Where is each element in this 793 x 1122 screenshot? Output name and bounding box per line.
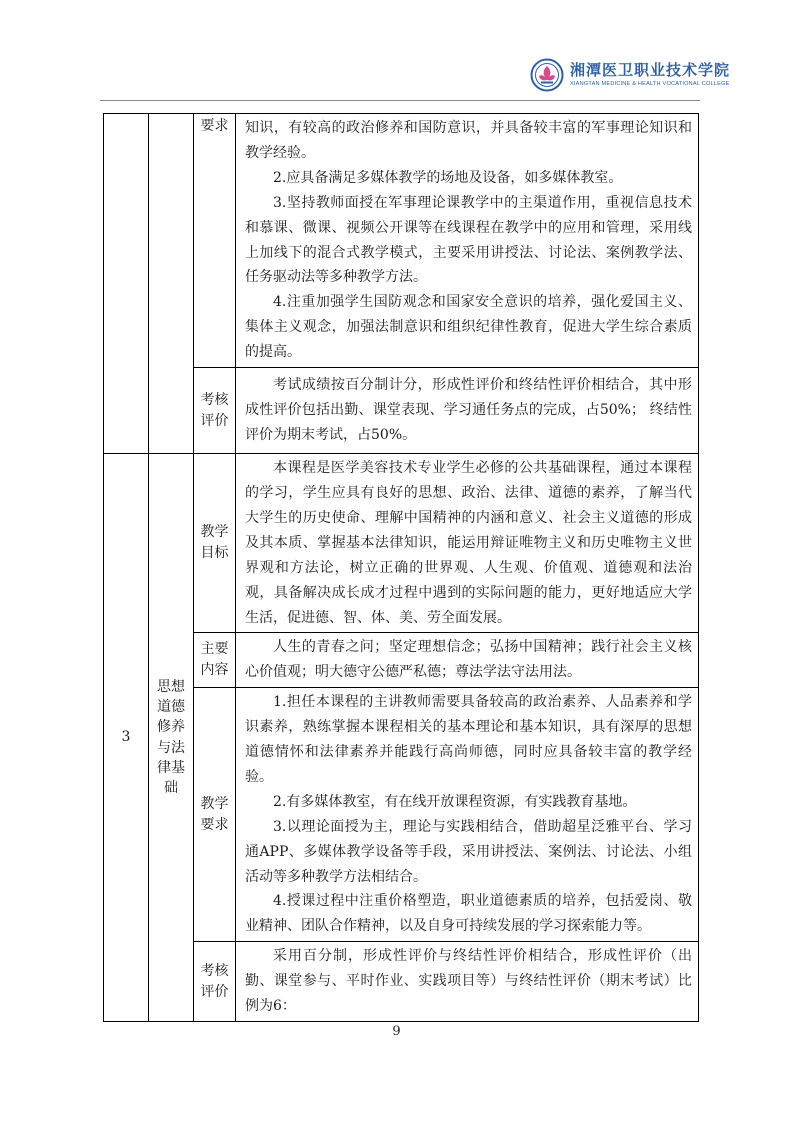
college-emblem-icon <box>530 58 564 92</box>
assessment-paragraph: 考试成绩按百分制计分，形成性评价和终结性评价相结合，其中形成性评价包括出勤、课堂表现、学习通任务点的完成，占50%； 终结性评价为期末考试，占50%。 <box>245 377 692 444</box>
course-name: 思想道德修养与法律基础 <box>149 454 194 1022</box>
requirements-label: 要求 <box>194 114 236 368</box>
teaching-requirements-paragraph: 1.担任本课程的主讲教师需要具备较高的政治素养、人品素养和学识素养，熟练掌握本课程相关的基本理论和基本知识，具有深厚的思想道德情怀和法律素养并能践行高尚师德，同时应具备较丰富的教学经验。 <box>245 694 692 785</box>
number-cell-empty <box>104 114 149 454</box>
logo-chinese-name: 湘潭医卫职业技术学院 <box>570 60 731 79</box>
assessment-text <box>236 368 699 454</box>
table-row <box>104 942 699 1022</box>
logo-english-name: XIANGTAN MEDICINE & HEALTH VOCATIONAL COLLEGE <box>570 80 730 87</box>
table-row <box>104 368 699 454</box>
requirements-paragraph: 3.坚持教师面授在军事理论课教学中的主渠道作用，重视信息技术和慕课、微课、视频公开课等在线课程在教学中的应用和管理，采用线上加线下的混合式教学模式，主要采用讲授法、讨论法、案例教学法、任务驱动法等多种教学方法。 <box>245 194 692 286</box>
table-row <box>104 454 699 633</box>
goal-label: 教学目标 <box>194 454 236 633</box>
assessment-label: 考核评价 <box>194 368 236 454</box>
header-rule <box>100 100 700 101</box>
college-logo <box>530 56 730 94</box>
course-cell-empty <box>149 114 194 454</box>
requirements-paragraph: 知识，有较高的政治修养和国防意识，并具备较丰富的军事理论知识和教学经验。 <box>245 120 692 161</box>
table-row <box>104 688 699 942</box>
assessment-paragraph: 采用百分制，形成性评价与终结性评价相结合，形成性评价（出勤、课堂参与、平时作业、实践项目等）与终结性评价（期末考试）比例为6： <box>245 948 692 1015</box>
row-number: 3 <box>104 454 149 1022</box>
goal-text <box>236 454 699 633</box>
teaching-requirements-paragraph: 3.以理论面授为主，理论与实践相结合，借助超星泛雅平台、学习通APP、多媒体教学设备等手段，采用讲授法、案例法、讨论法、小组活动等多种教学方法相结合。 <box>245 818 692 885</box>
table-row <box>104 114 699 368</box>
requirements-paragraph: 4.注重加强学生国防观念和国家安全意识的培养，强化爱国主义、集体主义观念，加强法制意识和组织纪律性教育，促进大学生综合素质的提高。 <box>245 294 692 361</box>
teaching-requirements-paragraph: 4.授课过程中注重价格塑造，职业道德素质的培养，包括爱岗、敬业精神、团队合作精神，以及自身可持续发展的学习探索能力等。 <box>245 893 692 935</box>
teaching-requirements-label: 教学要求 <box>194 688 236 942</box>
teaching-requirements-text <box>236 688 699 942</box>
page-number: 9 <box>392 1024 401 1039</box>
content-text <box>236 633 699 688</box>
goal-paragraph: 本课程是医学美容技术专业学生必修的公共基础课程，通过本课程的学习，学生应具有良好的思想、政治、法律、道德的素养，了解当代大学生的历史使命、理解中国精神的内涵和意义、社会主义道德的形成及其本质、掌握基本法律知识，能运用辩证唯物主义和历史唯物主义世界观和方法论，树立正确的世界观、人生观、价值观、道德观和法治观，具备解决成长成才过程中遇到的实际问题的能力，更好地适应大学生活，促进德、智、体、美、劳全面发展。 <box>245 460 692 626</box>
table-row <box>104 633 699 688</box>
curriculum-table <box>103 113 699 1022</box>
requirements-text <box>236 114 699 368</box>
teaching-requirements-paragraph: 2.有多媒体教室，有在线开放课程资源，有实践教育基地。 <box>273 793 637 810</box>
requirements-paragraph: 2.应具备满足多媒体教学的场地及设备，如多媒体教室。 <box>273 169 623 186</box>
assessment-label: 考核评价 <box>194 942 236 1022</box>
content-paragraph: 人生的青春之问；坚定理想信念；弘扬中国精神；践行社会主义核心价值观；明大德守公德严私德；尊法学法守法用法。 <box>245 639 692 681</box>
assessment-text <box>236 942 699 1022</box>
content-label: 主要内容 <box>194 633 236 688</box>
